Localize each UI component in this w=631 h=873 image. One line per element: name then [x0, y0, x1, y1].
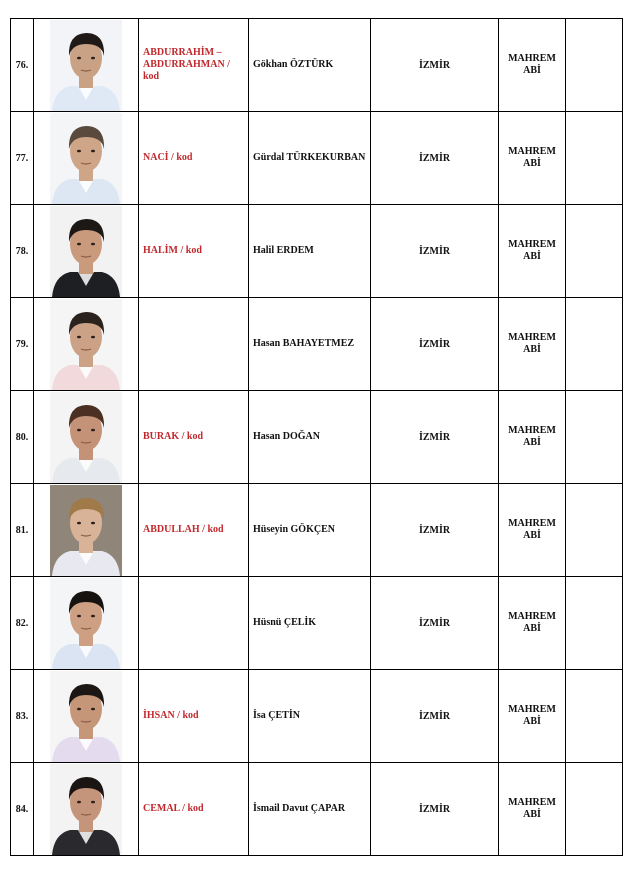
extra-cell	[566, 391, 623, 484]
table-row	[11, 391, 623, 484]
table-row	[11, 298, 623, 391]
person-photo	[50, 671, 122, 762]
city: İZMİR	[371, 298, 499, 391]
person-photo	[50, 485, 122, 576]
city: İZMİR	[371, 205, 499, 298]
role: MAHREM ABİ	[499, 205, 566, 298]
photo-cell	[34, 112, 139, 205]
row-number: 81.	[11, 484, 34, 577]
extra-cell	[566, 19, 623, 112]
code-name	[139, 577, 249, 670]
extra-cell	[566, 112, 623, 205]
table-row	[11, 112, 623, 205]
table-row	[11, 484, 623, 577]
table-row	[11, 670, 623, 763]
role: MAHREM ABİ	[499, 391, 566, 484]
photo-cell	[34, 763, 139, 856]
person-photo	[50, 578, 122, 669]
city: İZMİR	[371, 112, 499, 205]
role: MAHREM ABİ	[499, 112, 566, 205]
code-name: ABDULLAH / kod	[139, 484, 249, 577]
city: İZMİR	[371, 391, 499, 484]
table-row	[11, 19, 623, 112]
row-number: 82.	[11, 577, 34, 670]
role: MAHREM ABİ	[499, 763, 566, 856]
person-name: Gürdal TÜRKEKURBAN	[249, 112, 371, 205]
role: MAHREM ABİ	[499, 577, 566, 670]
photo-cell	[34, 298, 139, 391]
personnel-table	[10, 18, 623, 856]
city: İZMİR	[371, 763, 499, 856]
row-number: 84.	[11, 763, 34, 856]
person-name: Hasan DOĞAN	[249, 391, 371, 484]
code-name: HALİM / kod	[139, 205, 249, 298]
extra-cell	[566, 484, 623, 577]
photo-cell	[34, 577, 139, 670]
role: MAHREM ABİ	[499, 298, 566, 391]
row-number: 80.	[11, 391, 34, 484]
table-row	[11, 205, 623, 298]
photo-cell	[34, 205, 139, 298]
role: MAHREM ABİ	[499, 19, 566, 112]
row-number: 83.	[11, 670, 34, 763]
city: İZMİR	[371, 19, 499, 112]
city: İZMİR	[371, 484, 499, 577]
photo-cell	[34, 484, 139, 577]
extra-cell	[566, 763, 623, 856]
person-name: Hüseyin GÖKÇEN	[249, 484, 371, 577]
person-name: Hasan BAHAYETMEZ	[249, 298, 371, 391]
photo-cell	[34, 391, 139, 484]
row-number: 78.	[11, 205, 34, 298]
code-name: ABDURRAHİM – ABDURRAHMAN / kod	[139, 19, 249, 112]
table-body	[11, 19, 623, 856]
extra-cell	[566, 670, 623, 763]
code-name: NACİ / kod	[139, 112, 249, 205]
person-photo	[50, 392, 122, 483]
person-photo	[50, 206, 122, 297]
extra-cell	[566, 577, 623, 670]
code-name	[139, 298, 249, 391]
row-number: 79.	[11, 298, 34, 391]
code-name: İHSAN / kod	[139, 670, 249, 763]
row-number: 77.	[11, 112, 34, 205]
person-name: Gökhan ÖZTÜRK	[249, 19, 371, 112]
photo-cell	[34, 670, 139, 763]
code-name: CEMAL / kod	[139, 763, 249, 856]
person-name: Halil ERDEM	[249, 205, 371, 298]
extra-cell	[566, 205, 623, 298]
row-number: 76.	[11, 19, 34, 112]
table-row	[11, 577, 623, 670]
person-photo	[50, 299, 122, 390]
code-name: BURAK / kod	[139, 391, 249, 484]
person-photo	[50, 20, 122, 111]
city: İZMİR	[371, 577, 499, 670]
person-photo	[50, 764, 122, 855]
role: MAHREM ABİ	[499, 670, 566, 763]
photo-cell	[34, 19, 139, 112]
person-name: İsmail Davut ÇAPAR	[249, 763, 371, 856]
city: İZMİR	[371, 670, 499, 763]
person-name: İsa ÇETİN	[249, 670, 371, 763]
role: MAHREM ABİ	[499, 484, 566, 577]
person-name: Hüsnü ÇELİK	[249, 577, 371, 670]
person-photo	[50, 113, 122, 204]
table-row	[11, 763, 623, 856]
extra-cell	[566, 298, 623, 391]
